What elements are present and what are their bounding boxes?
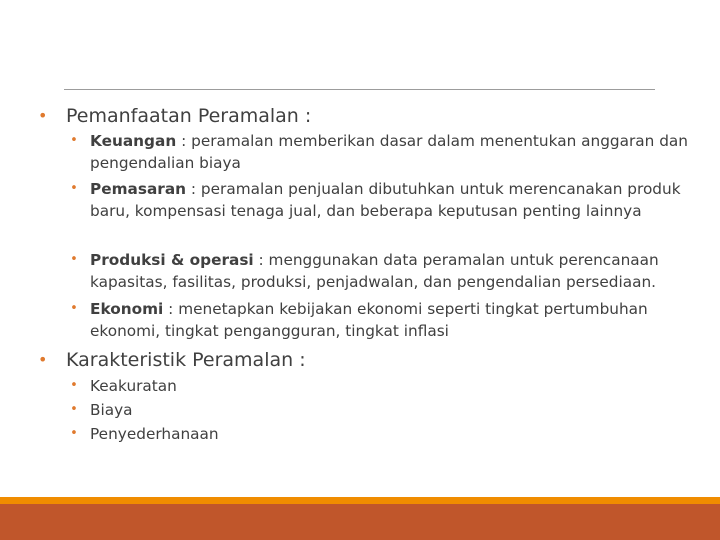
bullet-icon: • — [70, 402, 78, 417]
heading-text: Karakteristik Peramalan : — [66, 349, 306, 371]
bullet-icon: • — [70, 426, 78, 441]
bullet-icon: • — [38, 350, 48, 369]
item-text: Biaya — [90, 401, 133, 419]
item-term: Pemasaran — [90, 180, 187, 198]
bullet-icon: • — [70, 252, 78, 267]
footer-bar — [0, 504, 720, 540]
item-text — [90, 249, 690, 293]
heading-text: Pemanfaatan Peramalan : — [66, 105, 312, 127]
section-heading-pemanfaatan — [38, 104, 311, 128]
item-term: Keuangan — [90, 132, 177, 150]
item-text — [90, 130, 690, 174]
bullet-icon: • — [70, 301, 78, 316]
item-term: Ekonomi — [90, 300, 164, 318]
item-desc: : peramalan penjualan dibutuhkan untuk merencanakan produk baru, kompensasi tenaga jual, dan beberapa keputusan penting lainnya — [90, 180, 681, 220]
list-item-pemasaran — [58, 178, 690, 222]
list-item-produksi-operasi — [58, 249, 690, 293]
list-item-biaya — [58, 399, 690, 421]
footer-accent-stripe — [0, 497, 720, 504]
bullet-icon: • — [70, 181, 78, 196]
item-text: Keakuratan — [90, 377, 177, 395]
item-text — [90, 298, 690, 342]
bullet-icon: • — [70, 378, 78, 393]
bullet-icon: • — [70, 133, 78, 148]
list-item-keuangan — [58, 130, 690, 174]
list-item-keakuratan — [58, 375, 690, 397]
item-desc: : menggunakan data peramalan untuk perencanaan kapasitas, fasilitas, produksi, penjadwalan, dan pengendalian persediaan. — [90, 251, 659, 291]
item-term: Produksi & operasi — [90, 251, 254, 269]
item-text: Penyederhanaan — [90, 425, 219, 443]
bullet-icon: • — [38, 106, 48, 125]
item-desc: : menetapkan kebijakan ekonomi seperti tingkat pertumbuhan ekonomi, tingkat pengangguran, tingkat inflasi — [90, 300, 648, 340]
section-heading-karakteristik — [38, 348, 306, 372]
item-text — [90, 178, 690, 222]
list-item-penyederhanaan — [58, 423, 690, 445]
list-item-ekonomi — [58, 298, 690, 342]
item-desc: : peramalan memberikan dasar dalam menentukan anggaran dan pengendalian biaya — [90, 132, 688, 172]
